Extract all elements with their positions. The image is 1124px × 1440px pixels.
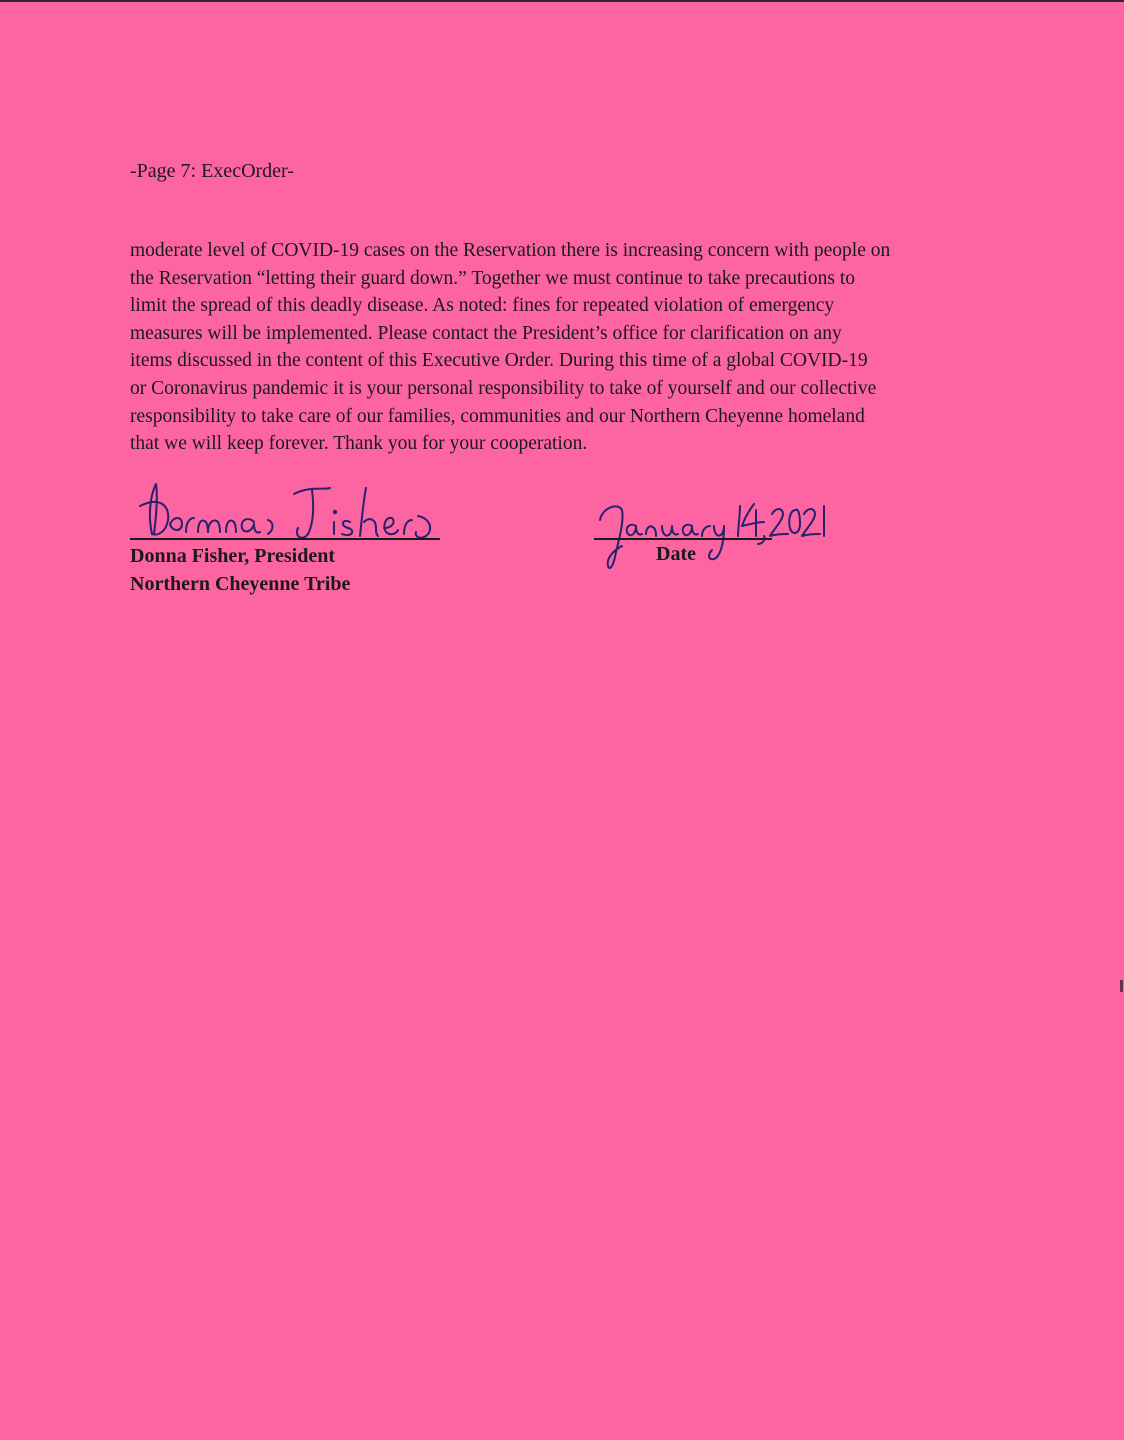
signer-name-title: Donna Fisher, President [130,545,336,567]
body-line: the Reservation “letting their guard down.” Together we must continue to take precautions to [130,267,855,289]
scan-top-edge [0,0,1124,2]
body-line: or Coronavirus pandemic it is your personal responsibility to take of yourself and our collective [130,377,877,399]
body-paragraph [130,237,1010,458]
scan-edge-mark [1120,980,1123,992]
date-line [594,538,772,540]
body-line: that we will keep forever. Thank you for your cooperation. [130,433,588,455]
date-block [592,496,832,586]
handwritten-date [592,496,832,586]
date-label: Date [656,543,696,565]
body-line: measures will be implemented. Please contact the President’s office for clarification on any [130,322,842,344]
body-line: responsibility to take care of our families, communities and our Northern Cheyenne homeland [130,405,865,427]
handwritten-signature [130,476,450,546]
page-header: -Page 7: ExecOrder- [130,160,294,182]
signer-organization: Northern Cheyenne Tribe [130,573,351,595]
body-line: limit the spread of this deadly disease. As noted: fines for repeated violation of emergency [130,295,835,317]
body-line: moderate level of COVID-19 cases on the Reservation there is increasing concern with people on [130,240,891,261]
body-line: items discussed in the content of this Executive Order. During this time of a global COVID-19 [130,350,868,372]
signature-line [130,538,440,540]
signature-block [130,476,450,606]
